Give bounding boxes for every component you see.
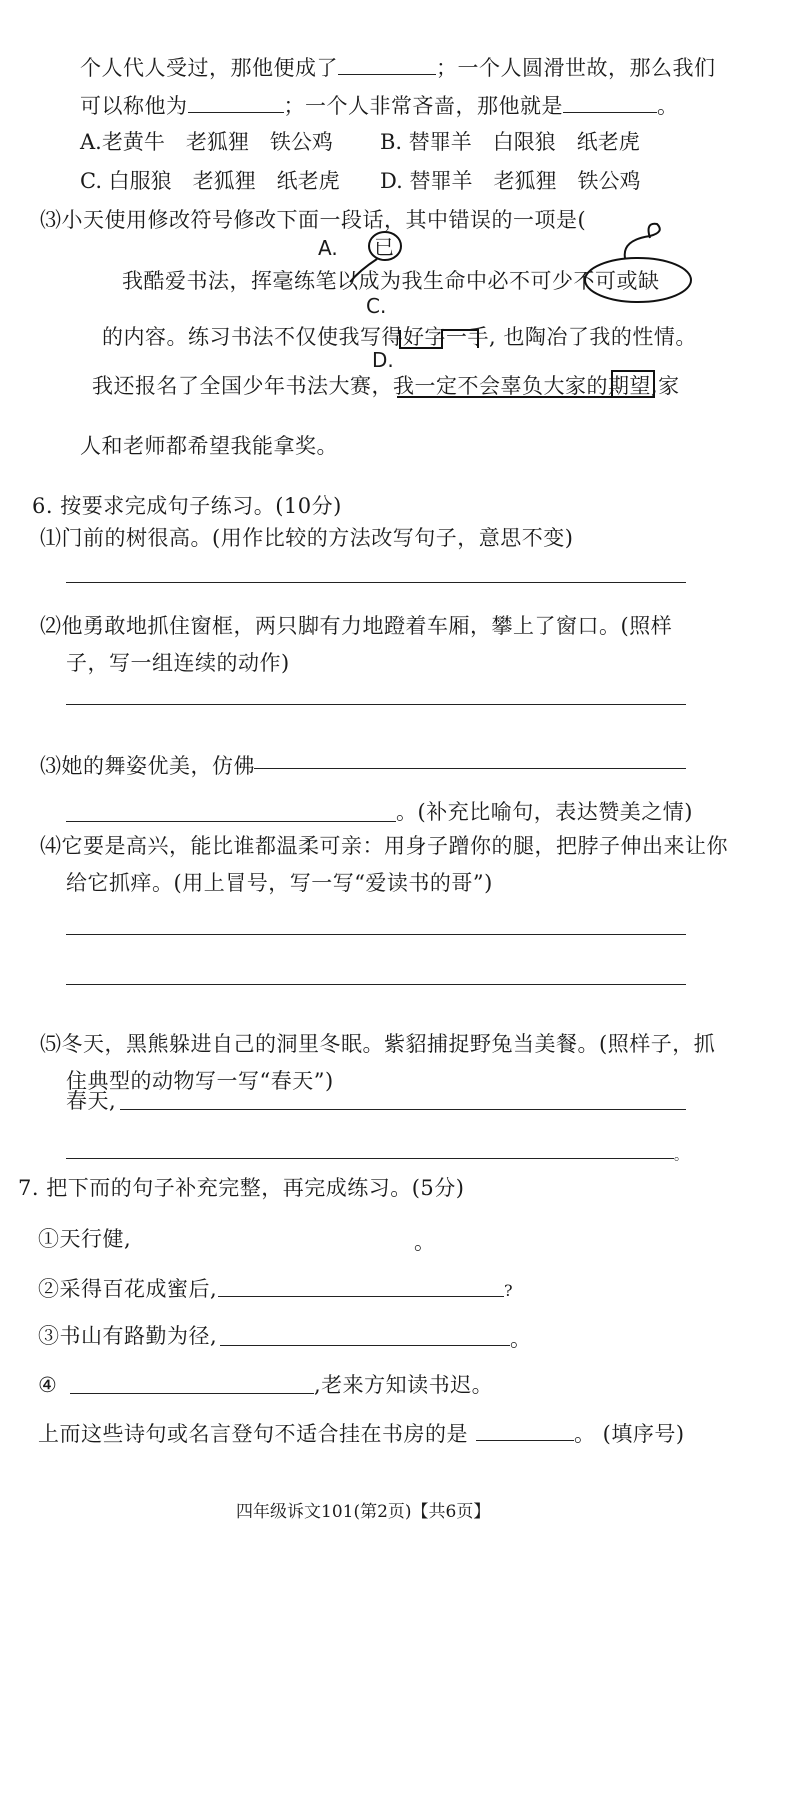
q5-line1-text: 个人代人受过，那他便成了 bbox=[80, 56, 338, 80]
q6-item-3a bbox=[40, 751, 255, 781]
q6-item-2a: ⑵他勇敢地抓住窗框，两只脚有力地蹬着车厢，攀上了窗口。(照样 bbox=[40, 614, 673, 638]
q7-item-1: ①天行健, bbox=[38, 1227, 132, 1251]
q5-option-d: D. 替罪羊 老狐狸 铁公鸡 bbox=[380, 169, 641, 193]
q7-item-1-end: 。 bbox=[414, 1230, 436, 1254]
q5-line2-text: 可以称他为 bbox=[80, 94, 188, 118]
q7-item-2-end: ? bbox=[504, 1281, 514, 1300]
q5-line1-text-b: ；一个人圆滑世故，那么我们 bbox=[436, 56, 716, 80]
delete-loop bbox=[625, 224, 660, 258]
answer-line-7-3[interactable] bbox=[220, 1345, 510, 1346]
q5-line2 bbox=[80, 90, 679, 121]
inserted-char: 已 bbox=[374, 235, 394, 259]
edit-mark-a: A. bbox=[318, 236, 338, 260]
q6-item-4b: 给它抓痒。(用上冒号，写一写“爱读书的哥”) bbox=[66, 871, 493, 895]
answer-line-6-5b[interactable] bbox=[66, 1158, 674, 1159]
answer-line-6-4a[interactable] bbox=[66, 934, 686, 935]
answer-line-6-5a[interactable] bbox=[120, 1109, 686, 1110]
q5-option-c: C. 白服狼 老狐狸 纸老虎 bbox=[80, 169, 340, 193]
answer-line-6-2[interactable] bbox=[66, 704, 686, 705]
answer-line-6-1[interactable] bbox=[66, 582, 686, 583]
q5-option-a: A.老黄牛 老狐狸 铁公鸡 bbox=[80, 130, 333, 154]
q6-item-4a: ⑷它要是高兴，能比谁都温柔可亲：用身子蹭你的腿，把脖子伸出来让你 bbox=[40, 834, 728, 858]
paragraph-line-3: 我还报名了全国少年书法大赛，我一定不会辜负大家的期望,家 bbox=[92, 374, 680, 398]
q6-item-1: ⑴门前的树很高。(用作比较的方法改写句子，意思不变) bbox=[40, 526, 574, 550]
q7-item-3: ③书山有路勤为径, bbox=[38, 1324, 218, 1348]
q5-line1 bbox=[80, 52, 716, 83]
paragraph-line-2: 的内容。练习书法不仅使我写得好字一手, 也陶冶了我的性情。 bbox=[102, 325, 697, 349]
q5-option-b: B. 替罪羊 白限狼 纸老虎 bbox=[380, 130, 640, 154]
q7-item-3-end: 。 bbox=[510, 1327, 532, 1351]
q6-item-5a: ⑸冬天，黑熊躲进自己的洞里冬眠。紫貂捕捉野兔当美餐。(照样子，抓 bbox=[40, 1032, 716, 1056]
q6-title: 6. 按要求完成句子练习。(10分) bbox=[32, 494, 342, 518]
answer-blank-2[interactable] bbox=[188, 90, 284, 113]
q6-item-5-end: 。 bbox=[674, 1148, 689, 1164]
answer-line-6-3b[interactable] bbox=[66, 821, 396, 822]
paragraph-line-4: 人和老师都希望我能拿奖。 bbox=[80, 434, 338, 458]
q5-line2-text-b: ；一个人非常吝啬，那他就是 bbox=[283, 94, 563, 118]
q7-item-4: ④ bbox=[38, 1373, 58, 1397]
q5-line2-text-c: 。 bbox=[657, 94, 679, 118]
q7-final-text: 上而这些诗句或名言登句不适合挂在书房的是 bbox=[38, 1422, 468, 1446]
q5-3-prompt: ⑶小天使用修改符号修改下面一段话，其中错误的一项是( bbox=[40, 208, 587, 232]
q7-item-2: ②采得百花成蜜后, bbox=[38, 1277, 218, 1301]
answer-blank-3[interactable] bbox=[563, 90, 657, 113]
q7-title: 7. 把下而的句子补充完整，再完成练习。(5分) bbox=[18, 1176, 465, 1200]
q6-item-2b: 子，写一组连续的动作) bbox=[66, 651, 290, 675]
answer-line-6-4b[interactable] bbox=[66, 984, 686, 985]
paragraph-line-1: 我酷爱书法，挥毫练笔以成为我生命中必不可少不可或缺 bbox=[122, 269, 660, 293]
answer-blank-1[interactable] bbox=[338, 52, 436, 75]
q6-item-5b: 住典型的动物写一写“春天”) bbox=[66, 1069, 334, 1093]
q7-item-4-end: ,老来方知读书迟。 bbox=[314, 1373, 494, 1397]
answer-blank-7-final[interactable] bbox=[476, 1418, 574, 1441]
q6-item-5-prefix: 春天, bbox=[66, 1089, 117, 1113]
q6-item-3b: 。(补充比喻句，表达赞美之情) bbox=[396, 800, 693, 824]
q7-final-question bbox=[38, 1418, 685, 1449]
answer-line-6-3a[interactable] bbox=[254, 768, 686, 769]
page-footer: 四年级诉文101(第2页)【共6页】 bbox=[236, 1502, 491, 1522]
q7-final-text-b: 。 (填序号) bbox=[574, 1422, 685, 1446]
answer-line-7-2[interactable] bbox=[218, 1296, 504, 1297]
edit-mark-c: C. bbox=[366, 294, 387, 318]
answer-line-7-4[interactable] bbox=[70, 1393, 314, 1394]
q6-item-3-text: ⑶她的舞姿优美，仿佛 bbox=[40, 754, 255, 778]
edit-mark-d: D. bbox=[372, 348, 394, 372]
